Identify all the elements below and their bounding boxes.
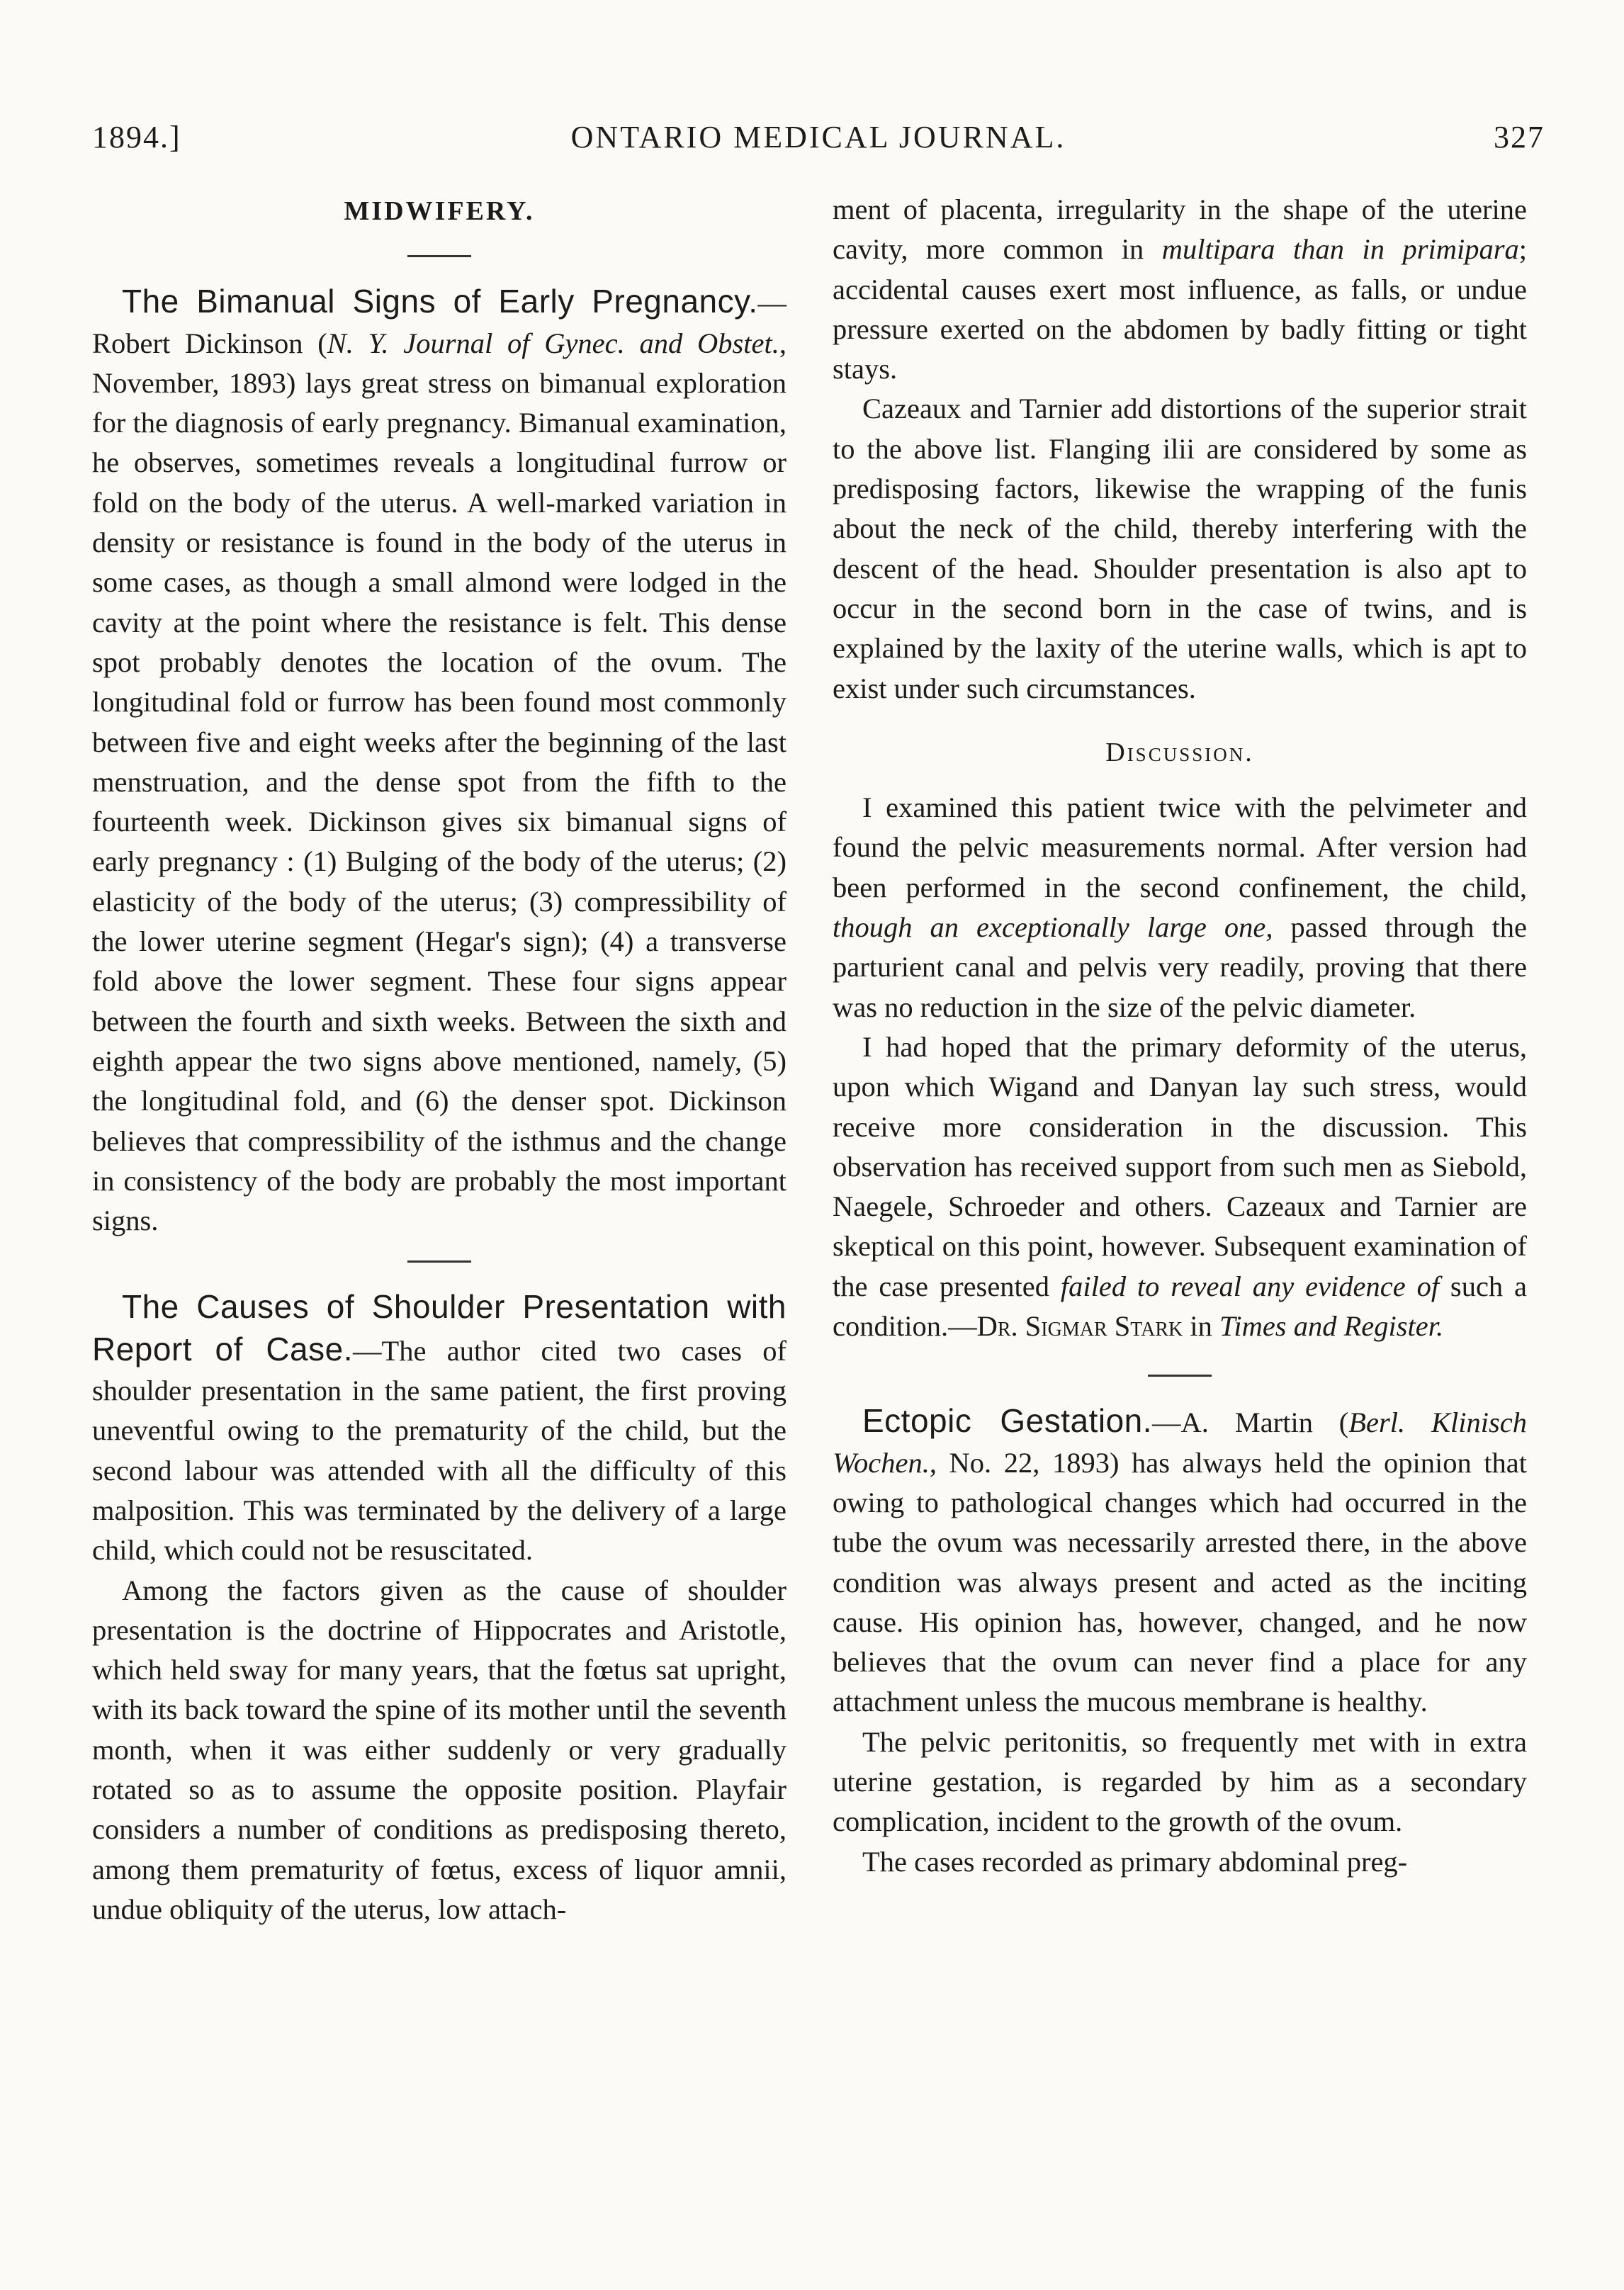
article-text: I examined this patient twice with the pelvimeter and found the pelvic measurements normal. After version had been performed in the second confinement, the child, xyxy=(833,791,1527,903)
divider-rule xyxy=(407,255,471,257)
article-bimanual-signs xyxy=(92,281,786,1241)
italic-text: multipara than in primipara xyxy=(1161,233,1519,266)
article-paragraph xyxy=(833,788,1527,1027)
article-text: , November, 1893) lays great stress on bimanual exploration for the diagnosis of early pregnancy. Bimanual examination, he observes, sometimes reveals a longitudinal furrow or fold on the body of the uterus. A well-marked variation in density or resistance is found in the body of the uterus in some cases, as though a small almond were lodged in the cavity at the point where the resistance is felt. This dense spot probably denotes the location of the ovum. The longitudinal fold or furrow has been found most commonly between five and eight weeks after the beginning of the last menstruation, and the dense spot from the fifth to the fourteenth week. Dickinson gives six bimanual signs of early pregnancy : (1) Bulging of the body of the uterus; (2) elasticity of the body of the uterus; (3) compressibility of the lower uterine segment (Hegar's sign); (4) a transverse fold above the lower segment. These four signs appear between the fourth and sixth weeks. Between the sixth and eighth appear the two signs above mentioned, namely, (5) the longitudinal fold, and (6) the denser spot. Dickinson believes that compressibility of the isthmus and the change in consistency of the body are probably the most important signs. xyxy=(92,327,786,1237)
citation-source: Times and Register. xyxy=(1219,1310,1444,1343)
article-text: such a condition.— xyxy=(833,1270,1527,1343)
article-paragraph: The cases recorded as primary abdominal preg- xyxy=(862,1845,1408,1878)
divider-rule xyxy=(407,1260,471,1263)
article-paragraph: Among the factors given as the cause of shoulder presentation is the doctrine of Hippocrates and Aristotle, which held sway for many years, that the fœtus sat upright, with its back toward the spine of its mother until the seventh month, when it was either suddenly or very gradually rotated so as to assume the opposite position. Playfair considers a number of conditions as predisposing thereto, among them prematurity of fœtus, excess of liquor amnii, undue obliquity of the uterus, low attach- xyxy=(92,1574,786,1925)
italic-text: though an exceptionally large one, xyxy=(833,911,1273,944)
article-paragraph xyxy=(833,190,1527,389)
article-title: The Bimanual Signs of Early Pregnancy. xyxy=(122,283,758,320)
italic-text: failed to reveal any evidence of xyxy=(1060,1270,1440,1302)
article-paragraph xyxy=(833,1027,1527,1346)
section-title: MIDWIFERY. xyxy=(344,196,535,226)
left-column xyxy=(92,191,786,1929)
right-column xyxy=(833,190,1527,1882)
year-label: 1894.] xyxy=(92,120,181,154)
journal-title: ONTARIO MEDICAL JOURNAL. xyxy=(570,120,1066,154)
article-ectopic-gestation xyxy=(833,1401,1527,1722)
article-paragraph: Cazeaux and Tarnier add distortions of the superior strait to the above list. Flanging ilii are considered by some as predisposing factors, likewise the wrapping of the funis about the neck of the child, thereby interfering with the descent of the head. Shoulder presentation is also apt to occur in the second born in the case of twins, and is explained by the laxity of the uterine walls, which is apt to exist under such circumstances. xyxy=(833,393,1527,704)
article-title: The Causes of Shoulder Presentation with Report of Case. xyxy=(92,1288,786,1367)
citation-journal: Berl. Klinisch Wochen. xyxy=(833,1406,1527,1479)
author-name: Dr. Sigmar Stark xyxy=(976,1310,1183,1343)
citation-journal: N. Y. Journal of Gynec. and Obstet. xyxy=(327,327,779,359)
article-text: ; accidental causes exert most influence, as falls, or undue pressure exerted on the abdomen by badly fitting or tight stays. xyxy=(833,233,1527,385)
discussion-heading: Discussion. xyxy=(1105,737,1254,767)
article-text: passed through the parturient canal and pelvis very readily, proving that there was no reduction in the size of the pelvic diameter. xyxy=(833,911,1527,1023)
page-number: 327 xyxy=(1494,120,1545,154)
divider-rule xyxy=(1148,1375,1212,1377)
article-text: —The author cited two cases of shoulder presentation in the same patient, the first proving uneventful owing to the prematurity of the child, but the second labour was attended with all the difficulty of this malposition. This was terminated by the delivery of a large child, which could not be resuscitated. xyxy=(92,1334,786,1567)
running-head xyxy=(92,119,1545,176)
article-title: Ectopic Gestation. xyxy=(862,1402,1153,1440)
article-text: —Robert Dickinson ( xyxy=(92,287,786,359)
article-text: I had hoped that the primary deformity of the uterus, upon which Wigand and Danyan lay such stress, would receive more consideration in the discussion. This observation has received support from such men as Siebold, Naegele, Schroeder and others. Cazeaux and Tarnier are skeptical on this point, however. Subsequent examination of the case presented xyxy=(833,1030,1527,1302)
article-text: , No. 22, 1893) has always held the opinion that owing to pathological changes which had occurred in the tube the ovum was necessarily arrested there, in the above condition was always present and acted as the inciting cause. His opinion has, however, changed, and he now believes that the ovum can never find a place for any attachment unless the mucous membrane is healthy. xyxy=(833,1446,1527,1718)
article-shoulder-presentation xyxy=(92,1287,786,1570)
article-text: —A. Martin ( xyxy=(1152,1406,1349,1439)
article-text: in xyxy=(1183,1310,1220,1343)
article-paragraph: The pelvic peritonitis, so frequently met with in extra uterine gestation, is regarded by him as a secondary complication, incident to the growth of the ovum. xyxy=(833,1725,1527,1838)
article-text: ment of placenta, irregularity in the shape of the uterine cavity, more common in xyxy=(833,193,1527,266)
